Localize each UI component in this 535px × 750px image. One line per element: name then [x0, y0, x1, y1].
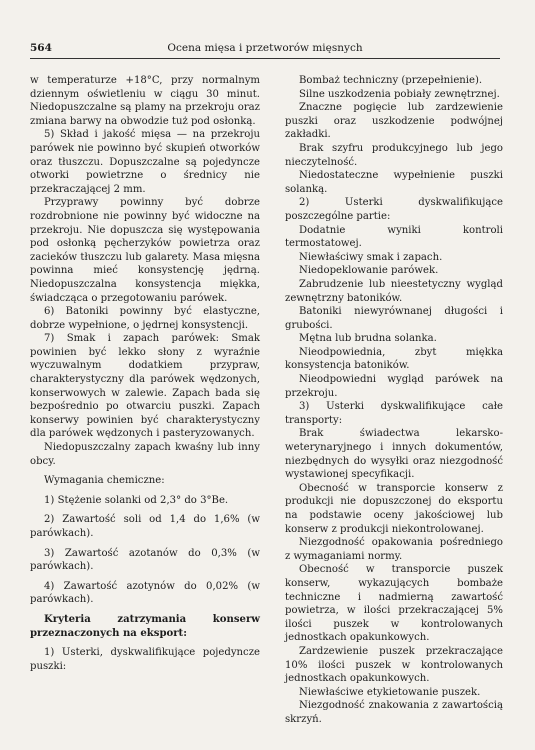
- paragraph: Przyprawy powinny być dobrze rozdrobnione nie powinny być widoczne na przekroju. Nie dopuszcza się występowania pod osłonką pęcherzyków powietrza oraz zacieków tłuszczu lub galarety. Masa mięsna powinna mieć konsystencję jędrną. Niedopuszczalna konsystencja miękka, świadcząca o przegotowaniu parówek.: [30, 197, 260, 304]
- paragraph: Mętna lub brudna solanka.: [299, 333, 437, 345]
- bold-heading: Kryteria zatrzymania konserw przeznaczonych na eksport:: [30, 613, 260, 639]
- paragraph: Niewłaściwe etykietowanie puszek.: [299, 686, 481, 698]
- paragraph: Znaczne pogięcie lub zardzewienie puszki oraz uszkodzenie podwójnej zakładki.: [285, 102, 503, 141]
- paragraph: Silne uszkodzenia pobiały zewnętrznej.: [299, 88, 500, 100]
- paragraph: w temperaturze +18°C, przy normalnym dziennym oświetleniu w ciągu 30 minut. Niedopuszczalne są plamy na przekroju oraz zmiana barwy na obwodzie tuż pod osłonką.: [30, 75, 260, 127]
- list-item: 2) Zawartość soli od 1,4 do 1,6% (w parówkach).: [30, 514, 260, 539]
- right-column: [285, 74, 503, 727]
- paragraph: Nieodpowiednia, zbyt miękka konsystencja batoników.: [285, 346, 503, 372]
- paragraph: Brak szyfru produkcyjnego lub jego nieczytelność.: [285, 142, 503, 168]
- left-column: [30, 74, 260, 673]
- paragraph: 6) Batoniki powinny być elastyczne, dobrze wypełnione, o jędrnej konsystencji.: [30, 306, 260, 331]
- paragraph: Nieodpowiedni wygląd parówek na przekroju.: [285, 374, 503, 399]
- paragraph: Niezgodność opakowania pośredniego z wymaganiami normy.: [285, 537, 503, 562]
- paragraph: 7) Smak i zapach parówek: Smak powinien być lekko słony z wyraźnie wyczuwalnym dodatkiem przypraw, charakterystyczny dla parówek wędzonych, konserwowych w zalewie. Zapach bada się bezpośrednio po otwarciu puszki. Zapach konserwy powinien być charakterystyczny dla parówek wędzonych i pasteryzowanych.: [30, 333, 260, 440]
- paragraph: Niezgodność znakowania z zawartością skrzyń.: [285, 700, 503, 725]
- paragraph: Obecność w transporcie konserw z produkcji nie dopuszczonej do eksportu na podstawie oceny jakościowej lub konserw z produkcji niekontrolowanej.: [285, 482, 503, 535]
- paragraph: 3) Usterki dyskwalifikujące całe transporty:: [285, 401, 503, 426]
- running-title: Ocena mięsa i przetworów mięsnych: [167, 42, 363, 54]
- list-item: 4) Zawartość azotynów do 0,02% (w parówkach).: [30, 580, 260, 606]
- paragraph: Niewłaściwy smak i zapach.: [299, 251, 443, 263]
- paragraph: Bombaż techniczny (przepełnienie).: [299, 75, 483, 86]
- list-item: 3) Zawartość azotanów do 0,3% (w parówkach).: [30, 547, 260, 573]
- paragraph: 1) Usterki, dyskwalifikujące pojedyncze puszki:: [30, 647, 260, 672]
- paragraph: Niedostateczne wypełnienie puszki solanką.: [285, 170, 503, 195]
- paragraph: Obecność w transporcie puszek konserw, wykazujących bombaże techniczne i nadmierną zawartość powietrza, w ilości przekraczającej 5% ilości puszek w kontrolowanych jednostkach opakunkowych.: [285, 564, 503, 644]
- paragraph: Batoniki niewyrównanej długości i grubości.: [285, 306, 503, 331]
- paragraph: Zardzewienie puszek przekraczające 10% ilości puszek w kontrolowanych jednostkach opakunkowych.: [285, 645, 503, 685]
- list-item: 1) Stężenie solanki od 2,3° do 3°Be.: [44, 494, 229, 506]
- section-heading: Wymagania chemiczne:: [44, 475, 165, 487]
- page-header: [30, 40, 500, 59]
- paragraph: Dodatnie wyniki kontroli termostatowej.: [285, 224, 503, 250]
- paragraph: Zabrudzenie lub nieestetyczny wygląd zewnętrzny batoników.: [285, 278, 503, 304]
- paragraph: 2) Usterki dyskwalifikujące poszczególne partie:: [285, 197, 503, 222]
- paragraph: Brak świadectwa lekarsko-weterynaryjnego i innych dokumentów, niezbędnych do wysyłki oraz niezgodność wystawionej specyfikacji.: [285, 428, 503, 481]
- paragraph: Niedopuszczalny zapach kwaśny lub inny obcy.: [30, 442, 260, 467]
- page-number: 564: [30, 42, 52, 54]
- paragraph: 5) Skład i jakość mięsa — na przekroju parówek nie powinno być skupień otworków oraz tłuszczu. Dopuszczalne są pojedyncze otworki powietrzne o średnicy nie przekraczającej 2 mm.: [30, 129, 260, 195]
- paragraph: Niedopeklowanie parówek.: [299, 265, 439, 277]
